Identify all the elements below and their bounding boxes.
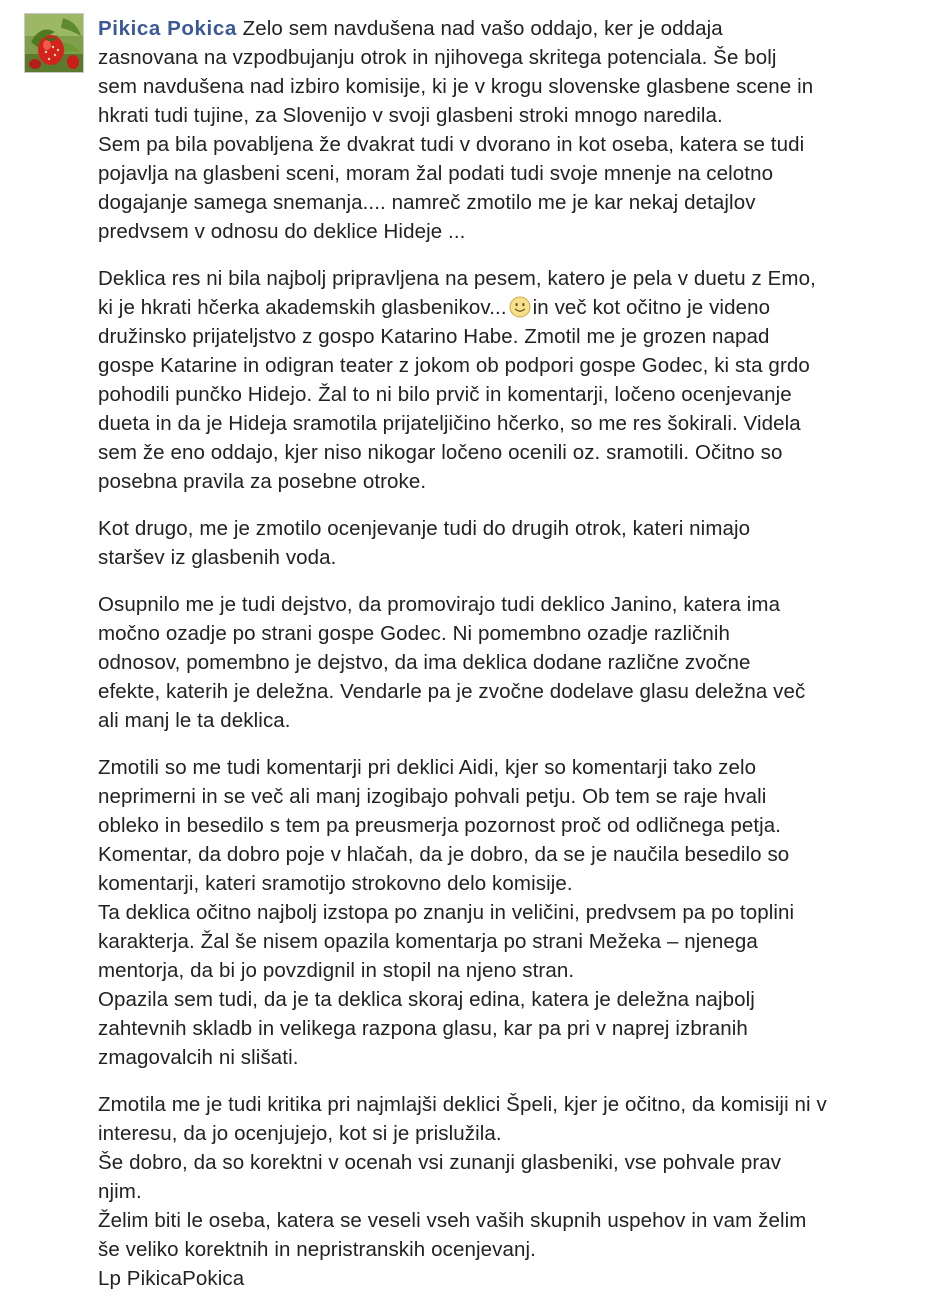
comment-paragraph — [98, 590, 898, 735]
comment-paragraph — [98, 264, 898, 496]
comment-line: Zmotili so me tudi komentarji pri deklici Aidi, kjer so komentarji tako zelo — [98, 756, 757, 779]
comment-line: staršev iz glasbenih voda. — [98, 546, 337, 569]
comment-line: obleko in besedilo s tem pa preusmerja pozornost proč od odličnega petja. — [98, 814, 782, 837]
comment-paragraph — [98, 753, 898, 1072]
comment-body — [98, 14, 898, 1311]
comment-line: neprimerni in se več ali manj izogibajo pohvali petju. Ob tem se raje hvali — [98, 785, 767, 808]
comment-line: Še dobro, da so korektni v ocenah vsi zunanji glasbeniki, vse pohvale prav — [98, 1151, 782, 1174]
comment-line: njim. — [98, 1180, 142, 1203]
comment-line: močno ozadje po strani gospe Godec. Ni pomembno ozadje različnih — [98, 622, 730, 645]
signature: Lp PikicaPokica — [98, 1267, 245, 1290]
comment-line: zahtevnih skladb in velikega razpona glasu, kar pa pri v naprej izbranih — [98, 1017, 748, 1040]
comment-line: efekte, katerih je deležna. Vendarle pa je zvočne dodelave glasu deležna več — [98, 680, 806, 703]
comment-line: Sem pa bila povabljena že dvakrat tudi v dvorano in kot oseba, katera se tudi — [98, 133, 805, 156]
comment-line — [98, 14, 898, 43]
comment-line: dogajanje samega snemanja.... namreč zmotilo me je kar nekaj detajlov — [98, 191, 756, 214]
comment-paragraph — [98, 514, 898, 572]
comment-line: Komentar, da dobro poje v hlačah, da je dobro, da se je naučila besedilo so — [98, 843, 790, 866]
comment-line: zmagovalcih ni slišati. — [98, 1046, 299, 1069]
comment-line: predvsem v odnosu do deklice Hideje ... — [98, 220, 466, 243]
comment-line: Deklica res ni bila najbolj pripravljena na pesem, katero je pela v duetu z Emo, — [98, 267, 816, 290]
comment-line: interesu, da jo ocenjujejo, kot si je prislužila. — [98, 1122, 502, 1145]
comment-line: Želim biti le oseba, katera se veseli vseh vaših skupnih uspehov in vam želim — [98, 1209, 807, 1232]
comment-line-text: Zelo sem navdušena nad vašo oddajo, ker je oddaja — [242, 17, 723, 40]
comment-line: hkrati tudi tujine, za Slovenijo v svoji glasbeni stroki mnogo naredila. — [98, 104, 723, 127]
comment-line: posebna pravila za posebne otroke. — [98, 470, 427, 493]
comment-line — [98, 293, 898, 322]
comment-line: komentarji, kateri sramotijo strokovno delo komisije. — [98, 872, 573, 895]
comment-line: odnosov, pomembno je dejstvo, da ima deklica dodane različne zvočne — [98, 651, 751, 674]
comment-line: dueta in da je Hideja sramotila prijateljičino hčerko, so me res šokirali. Videla — [98, 412, 801, 435]
comment-line: gospe Katarine in odigran teater z jokom ob podpori gospe Godec, ki sta grdo — [98, 354, 810, 377]
comment-line: karakterja. Žal še nisem opazila komentarja po strani Mežeka – njenega — [98, 930, 758, 953]
comment-line: družinsko prijateljstvo z gospo Katarino Habe. Zmotil me je grozen napad — [98, 325, 770, 348]
avatar[interactable] — [24, 13, 84, 73]
comment-line: Kot drugo, me je zmotilo ocenjevanje tudi do drugih otrok, kateri nimajo — [98, 517, 751, 540]
comment-line: Zmotila me je tudi kritika pri najmlajši deklici Špeli, kjer je očitno, da komisiji ni v — [98, 1093, 827, 1116]
comment-line: zasnovana na vzpodbujanju otrok in njihovega skritega potenciala. Še bolj — [98, 46, 777, 69]
author-name-link[interactable]: Pikica Pokica — [98, 17, 237, 40]
comment-line: pohodili punčko Hidejo. Žal to ni bilo prvič in komentarji, ločeno ocenjevanje — [98, 383, 792, 406]
comment-line-text: in več kot očitno je videno — [532, 296, 771, 319]
smile-emoticon-icon — [509, 296, 531, 318]
comment-line-text: ki je hkrati hčerka akademskih glasbenikov... — [98, 296, 507, 319]
comment-line: Osupnilo me je tudi dejstvo, da promovirajo tudi deklico Janino, katera ima — [98, 593, 781, 616]
comment-line: sem navdušena nad izbiro komisije, ki je v krogu slovenske glasbene scene in — [98, 75, 814, 98]
strawberry-avatar-icon — [25, 14, 84, 73]
comment-line: Ta deklica očitno najbolj izstopa po znanju in veličini, predvsem pa po toplini — [98, 901, 795, 924]
comment-line: Opazila sem tudi, da je ta deklica skoraj edina, katera je deležna najbolj — [98, 988, 755, 1011]
comment-line: ali manj le ta deklica. — [98, 709, 291, 732]
comment-line: še veliko korektnih in nepristranskih ocenjevanj. — [98, 1238, 536, 1261]
comment-paragraph — [98, 1090, 898, 1293]
comment-paragraph — [98, 14, 898, 246]
comment-line: sem že eno oddajo, kjer niso nikogar ločeno ocenili oz. sramotili. Očitno so — [98, 441, 783, 464]
comment-line: mentorja, da bi jo povzdignil in stopil na njeno stran. — [98, 959, 575, 982]
comment-line: pojavlja na glasbeni sceni, moram žal podati tudi svoje mnenje na celotno — [98, 162, 774, 185]
